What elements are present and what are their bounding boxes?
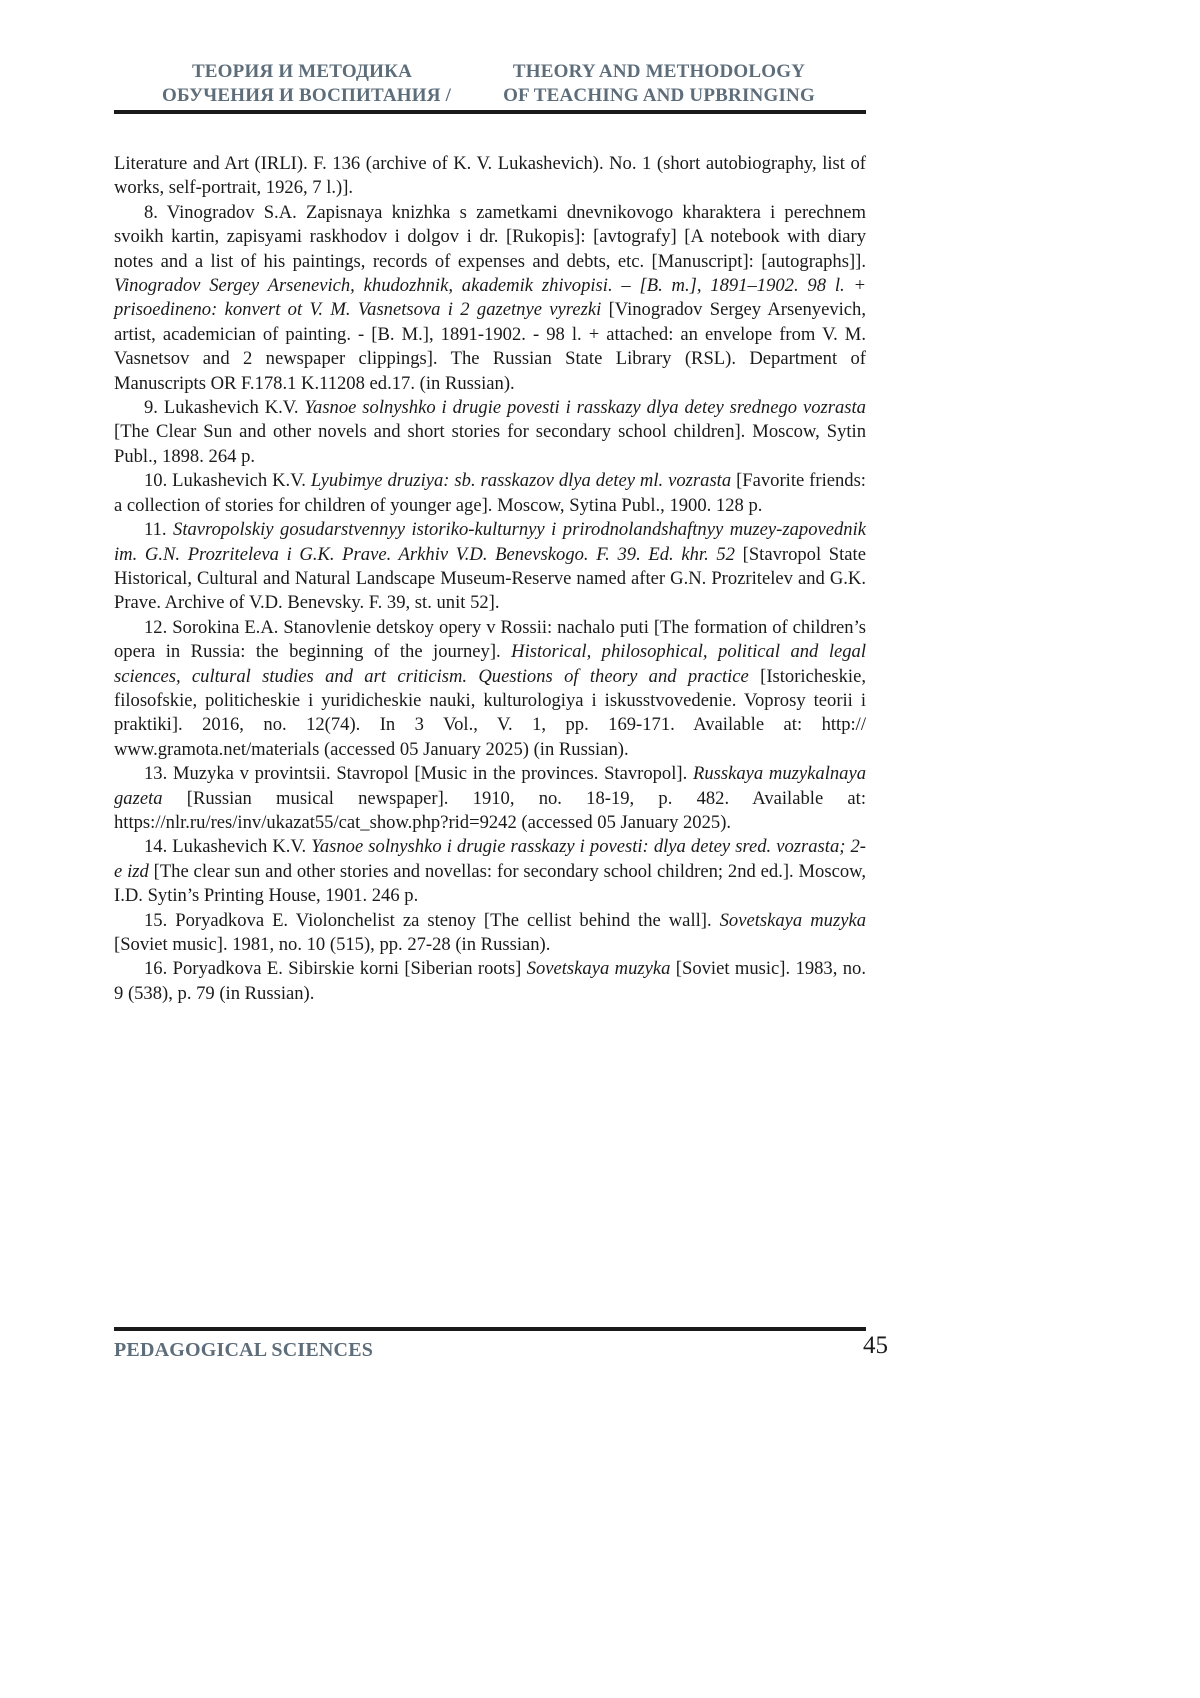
reference-text: 11. — [144, 519, 174, 541]
reference-text: 14. Lukashevich K.V. — [144, 836, 312, 858]
reference-text: 12. Sorokina E.A. Stanovlenie detskoy opery v Rossii: nachalo puti [The formation of children’s opera in Russia: the beginning of the journey]. — [114, 616, 866, 663]
reference-entry — [114, 396, 866, 469]
reference-text: [Istoricheskie, filosofskie, politicheskie i yuridicheskie nauki, kulturologiya i iskusstvovedenie. Voprosy teorii i praktiki]. 2016, no. 12(74). In 3 Vol., V. 1, pp. 169-171. Available at: http://​www.gramota.net/materials (accessed 05 January 2025) (in Russian). — [114, 665, 866, 760]
running-head-russian-line-2: ОБУЧЕНИЯ И ВОСПИТАНИЯ / — [162, 85, 452, 106]
reference-title-italic: Sovetskaya muzyka — [526, 958, 671, 980]
reference-entry — [114, 835, 866, 908]
reference-text: [The clear sun and other stories and novellas: for secondary school children; 2nd ed.]. Moscow, I.D. Sytin’s Printing House, 1901. 246 p. — [114, 860, 866, 907]
reference-title-italic: Lyubimye druziya: sb. rasskazov dlya detey ml. vozrasta — [310, 470, 732, 492]
reference-text: 8. Vinogradov S.A. Zapisnaya knizhka s zametkami dnevnikovogo kharaktera i perechnem svoikh kartin, zapisyami raskhodov i dolgov i dr. [Rukopis]: [avtografy] [A notebook with diary notes and a list of his paintings, records of expenses and debts, etc. [Manuscript]: [autographs]]. — [114, 201, 866, 272]
reference-text: [Stavropol State Historical, Cultural and Natural Landscape Museum-Reserve named after G.N. Prozritelev and G.K. Prave. Archive of V.D. Benevsky. F. 39, st. unit 52]. — [114, 543, 866, 614]
reference-text: 16. Poryadkova E. Sibirskie korni [Siberian roots] — [144, 958, 527, 980]
running-head-russian-line-1: ТЕОРИЯ И МЕТОДИКА — [191, 61, 413, 82]
reference-text: [Vinogradov Sergey Arsenyevich, artist, academician of painting. - [B. M.], 1891-1902. - 98 l. + attached: an envelope from V. M. Vasnetsov and 2 newspaper clippings]. The Russian State Library (RSL). Department of Manuscripts OR F.178.1 K.11208 ed.17. (in Russian). — [114, 299, 866, 394]
running-head — [114, 60, 866, 112]
reference-title-italic: Stavropolskiy gosudarstvennyy istoriko-kulturnyy i prirodnolandshaftnyy muzey-zapovednik im. G.N. Prozriteleva i G.K. Prave. Arkhiv V.D. Benevskogo. F. 39. Ed. khr. 52 — [114, 519, 867, 565]
reference-text: [Favorite friends: a collection of stories for children of younger age]. Moscow, Sytina Publ., 1900. 128 p. — [114, 470, 866, 516]
reference-entry — [114, 616, 866, 762]
reference-text: [Soviet music]. 1981, no. 10 (515), pp. 27-28 (in Russian). — [114, 934, 551, 955]
reference-title-italic: Yasnoe solnyshko i drugie rasskazy i povesti: dlya detey sred. vozrasta; 2-e izd — [114, 836, 867, 882]
reference-entry — [114, 152, 866, 201]
reference-list — [114, 152, 866, 1006]
reference-entry — [114, 469, 866, 518]
reference-text: 10. Lukashevich K.V. — [144, 470, 311, 492]
reference-text: [The Clear Sun and other novels and short stories for secondary school children]. Moscow, Sytin Publ., 1898. 264 p. — [114, 421, 866, 467]
page-number: 45 — [863, 1332, 888, 1359]
reference-text: 15. Poryadkova E. Violonchelist za stenoy [The cellist behind the wall]. — [144, 909, 720, 931]
reference-entry — [114, 518, 866, 616]
reference-entry — [114, 957, 866, 1006]
reference-title-italic: Historical, philosophical, political and legal sciences, cultural studies and art criticism. Questions of theory and practice — [114, 641, 866, 687]
reference-text: 9. Lukashevich K.V. — [144, 397, 305, 419]
running-head-english-line-1: THEORY AND METHODOLOGY — [512, 61, 806, 82]
header-rule — [114, 110, 866, 114]
reference-text: [Soviet music]. 1983, no. 9 (538), p. 79 (in Russian). — [114, 958, 866, 1004]
running-head-english — [494, 60, 824, 108]
running-head-russian — [162, 60, 452, 108]
reference-text: Literature and Art (IRLI). F. 136 (archive of K. V. Lukashevich). No. 1 (short autobiography, list of works, self-portrait, 1926, 7 l.)]. — [114, 153, 866, 199]
reference-entry — [114, 762, 866, 835]
running-head-english-line-2: OF TEACHING AND UPBRINGING — [503, 85, 815, 106]
reference-text: [Russian musical newspaper]. 1910, no. 18-19, p. 482. Available at: https://nlr.ru/res/inv/ukazat55/cat_show.php?rid=9242 (accessed 05 January 2025). — [114, 787, 866, 833]
reference-text: 13. Muzyka v provintsii. Stavropol [Music in the provinces. Stavropol]. — [144, 763, 693, 785]
reference-title-italic: Sovetskaya muzyka — [719, 909, 866, 931]
reference-title-italic: Vinogradov Sergey Arsenevich, khudozhnik, akademik zhivopisi. – [B. m.], 1891–1902. 98 l. + prisoedineno: konvert ot V. M. Vasnetsova i 2 gazetnye vyrezki — [114, 275, 866, 321]
journal-name: PEDAGOGICAL SCIENCES — [114, 1339, 374, 1361]
reference-entry — [114, 909, 866, 958]
reference-title-italic: Russkaya muzykalnaya gazeta — [114, 763, 866, 809]
reference-entry — [114, 201, 866, 396]
reference-title-italic: Yasnoe solnyshko i drugie povesti i rasskazy dlya detey srednego vozrasta — [304, 397, 866, 419]
footer-rule — [114, 1327, 866, 1331]
